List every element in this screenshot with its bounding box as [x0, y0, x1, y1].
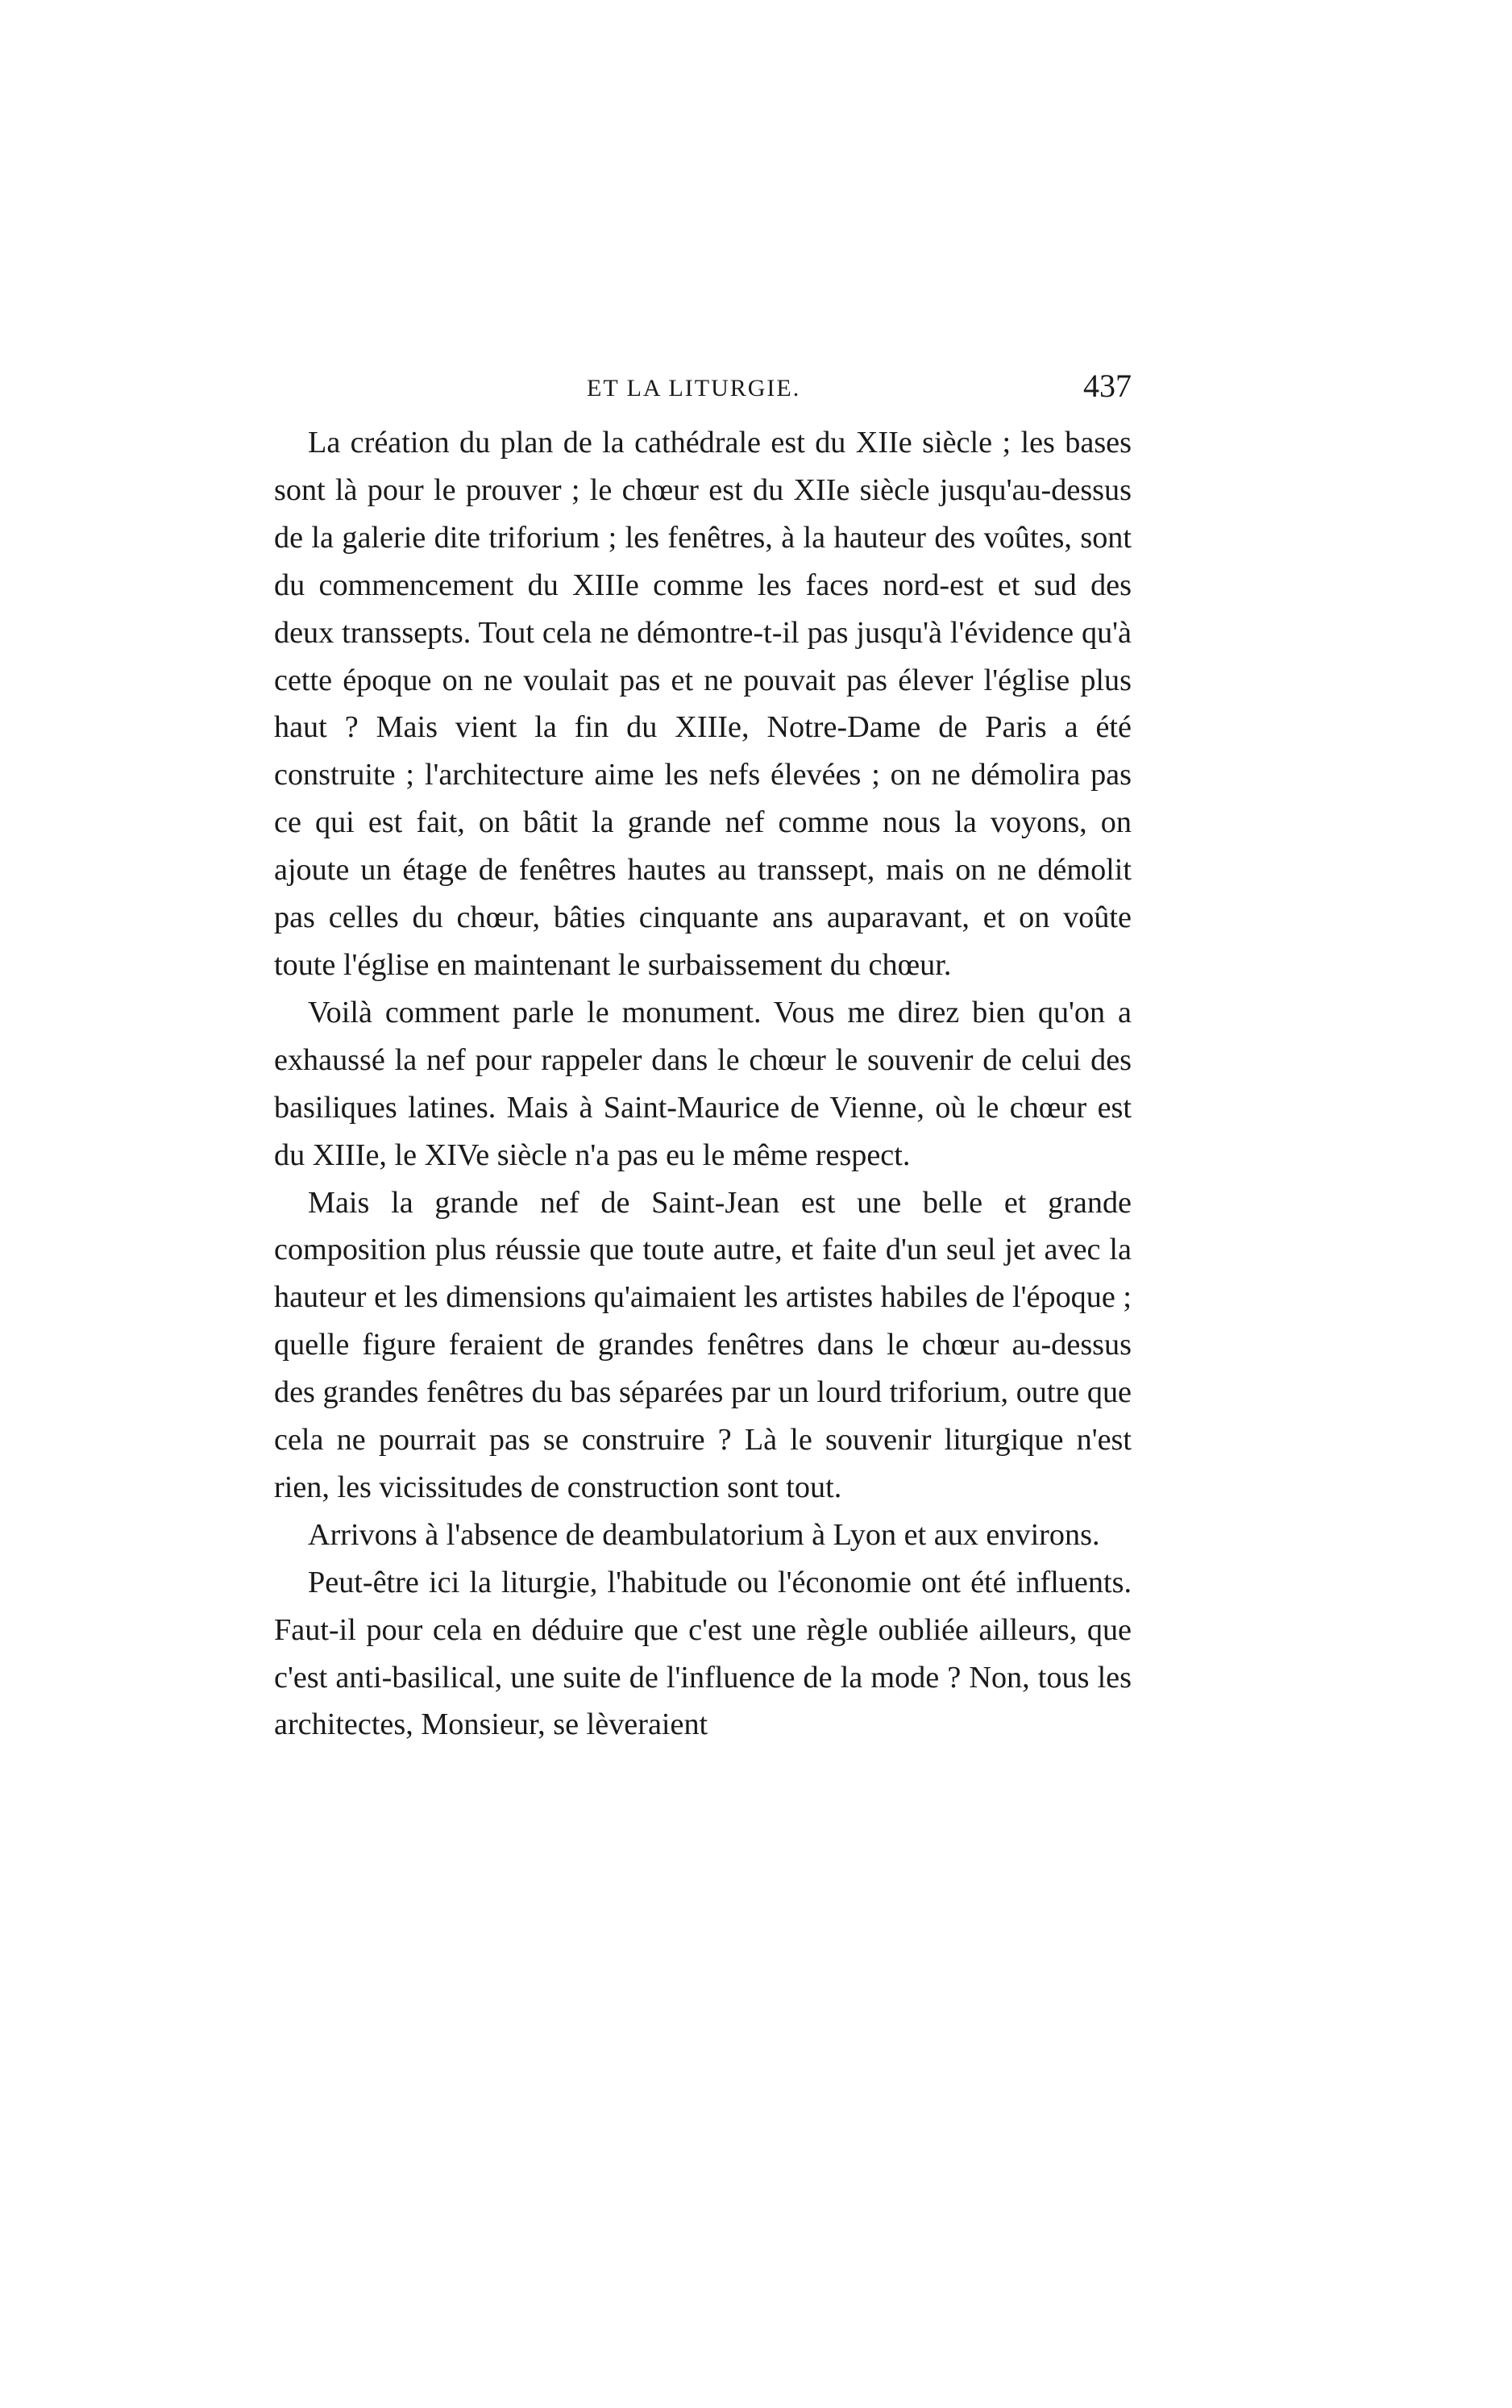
paragraph-4: Arrivons à l'absence de deambulatorium à Lyon et aux environs. — [308, 1517, 1100, 1552]
running-title: ET LA LITURGIE. — [587, 375, 801, 401]
paragraph-3: Mais la grande nef de Saint-Jean est une belle et grande composition plus réussie que toute autre, et faite d'un seul jet avec la hauteur et les dimensions qu'aimaient les artistes habiles de l'époque ; quelle figure feraient de grandes fenêtres dans le chœur au-dessus des grandes fenêtres du bas séparées par un lourd triforium, outre que cela ne pourrait pas se construire ? Là le souvenir liturgique n'est rien, les vicissitudes de construction sont tout. — [274, 1185, 1132, 1504]
paragraph-5: Peut-être ici la liturgie, l'habitude ou l'économie ont été influents. Faut-il pour cela en déduire que c'est une règle oubliée ailleurs, que c'est anti-basilical, une suite de l'influence de la mode ? Non, tous les architectes, Monsieur, se lèveraient — [274, 1565, 1132, 1742]
page-number: 437 — [1083, 368, 1132, 404]
running-head — [274, 367, 1132, 415]
paragraph-2: Voilà comment parle le monument. Vous me direz bien qu'on a exhaussé la nef pour rappeler dans le chœur le souvenir de celui des basiliques latines. Mais à Saint-Maurice de Vienne, où le chœur est du XIIIe, le XIVe siècle n'a pas eu le même respect. — [274, 995, 1132, 1172]
body-text — [274, 419, 1132, 1749]
paragraph-1: La création du plan de la cathédrale est du XIIe siècle ; les bases sont là pour le prouver ; le chœur est du XIIe siècle jusqu'au-dessus de la galerie dite triforium ; les fenêtres, à la hauteur des voûtes, sont du commencement du XIIIe comme les faces nord-est et sud des deux transsepts. Tout cela ne démontre-t-il pas jusqu'à l'évidence qu'à cette époque on ne voulait pas et ne pouvait pas élever l'église plus haut ? Mais vient la fin du XIIIe, Notre-Dame de Paris a été construite ; l'architecture aime les nefs élevées ; on ne démolira pas ce qui est fait, on bâtit la grande nef comme nous la voyons, on ajoute un étage de fenêtres hautes au transsept, mais on ne démolit pas celles du chœur, bâties cinquante ans auparavant, et on voûte toute l'église en maintenant le surbaissement du chœur. — [274, 426, 1132, 982]
